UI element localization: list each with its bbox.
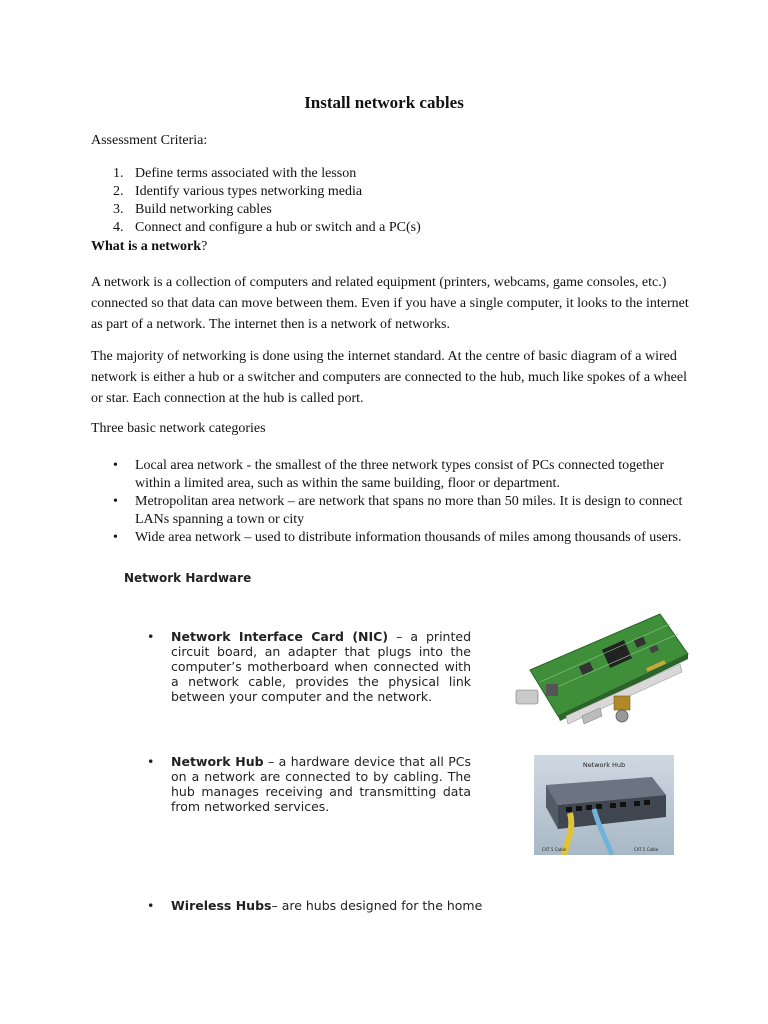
list-item	[113, 183, 421, 201]
bullet-icon: •	[113, 458, 118, 473]
categories-list	[113, 457, 683, 547]
list-number: 4.	[113, 220, 124, 235]
wireless-term: Wireless Hubs	[171, 898, 272, 913]
hub-image-label: Network Hub	[582, 761, 626, 769]
hardware-item-hub	[147, 754, 477, 814]
hub-description: – a hardware device that all PCs on a network are connected to by cabling. The hub manages receiving and transmitting data from networked services.	[171, 754, 471, 814]
list-text: Define terms associated with the lesson	[135, 166, 357, 181]
criteria-list	[113, 165, 421, 237]
paragraph-networking-standard: The majority of networking is done using the internet standard. At the centre of basic diagram of a wired network is either a hub or a switcher and computers are connected to the hub, much like spokes of a wheel or star. Each connection at the hub is called port.	[91, 349, 687, 406]
nic-term: Network Interface Card (NIC)	[171, 629, 389, 644]
bullet-icon: •	[113, 530, 118, 545]
list-number: 2.	[113, 184, 124, 199]
network-question-heading	[91, 239, 207, 255]
categories-heading: Three basic network categories	[91, 421, 266, 436]
network-question-text: What is a network	[91, 239, 202, 254]
list-item	[113, 457, 683, 493]
list-number: 3.	[113, 202, 124, 217]
list-item	[113, 165, 421, 183]
list-text: Identify various types networking media	[135, 184, 363, 199]
list-item	[113, 201, 421, 219]
hub-term: Network Hub	[171, 754, 264, 769]
bullet-icon: •	[113, 494, 118, 509]
hub-cable-b-label: CAT 5 Cable	[634, 847, 659, 852]
wireless-description: – are hubs designed for the home	[271, 898, 483, 913]
network-hub-image	[534, 755, 674, 855]
question-mark: ?	[201, 239, 208, 254]
list-text: Metropolitan area network – are network that spans no more than 50 miles. It is design to connect LANs spanning a town or city	[135, 494, 683, 527]
nic-description: – a printed circuit board, an adapter that plugs into the computer’s motherboard when connected with a network cable, provides the physical link between your computer and the network.	[171, 629, 471, 704]
nic-card-image	[510, 612, 690, 736]
list-number: 1.	[113, 166, 124, 181]
hardware-item-nic	[147, 629, 477, 704]
list-text: Wide area network – used to distribute information thousands of miles among thousands of users.	[135, 530, 682, 545]
list-text: Build networking cables	[135, 202, 272, 217]
hardware-heading: Network Hardware	[124, 571, 252, 585]
bullet-icon: •	[147, 754, 155, 769]
hardware-item-wireless	[147, 898, 567, 913]
list-item	[113, 219, 421, 237]
list-text: Connect and configure a hub or switch and a PC(s)	[135, 220, 421, 235]
list-item	[113, 529, 683, 547]
paragraph-network-definition: A network is a collection of computers and related equipment (printers, webcams, game consoles, etc.) connected so that data can move between them. Even if you have a single computer, it looks to the internet as part of a network. The internet then is a network of networks.	[91, 275, 689, 332]
list-item	[113, 493, 683, 529]
hub-cable-a-label: CAT 5 Cable	[542, 847, 567, 852]
bullet-icon: •	[147, 898, 155, 913]
page-title: Install network cables	[304, 93, 464, 112]
criteria-heading: Assessment Criteria:	[91, 133, 208, 148]
list-text: Local area network - the smallest of the three network types consist of PCs connected together within a limited area, such as within the same building, floor or department.	[135, 458, 665, 491]
bullet-icon: •	[147, 629, 155, 644]
